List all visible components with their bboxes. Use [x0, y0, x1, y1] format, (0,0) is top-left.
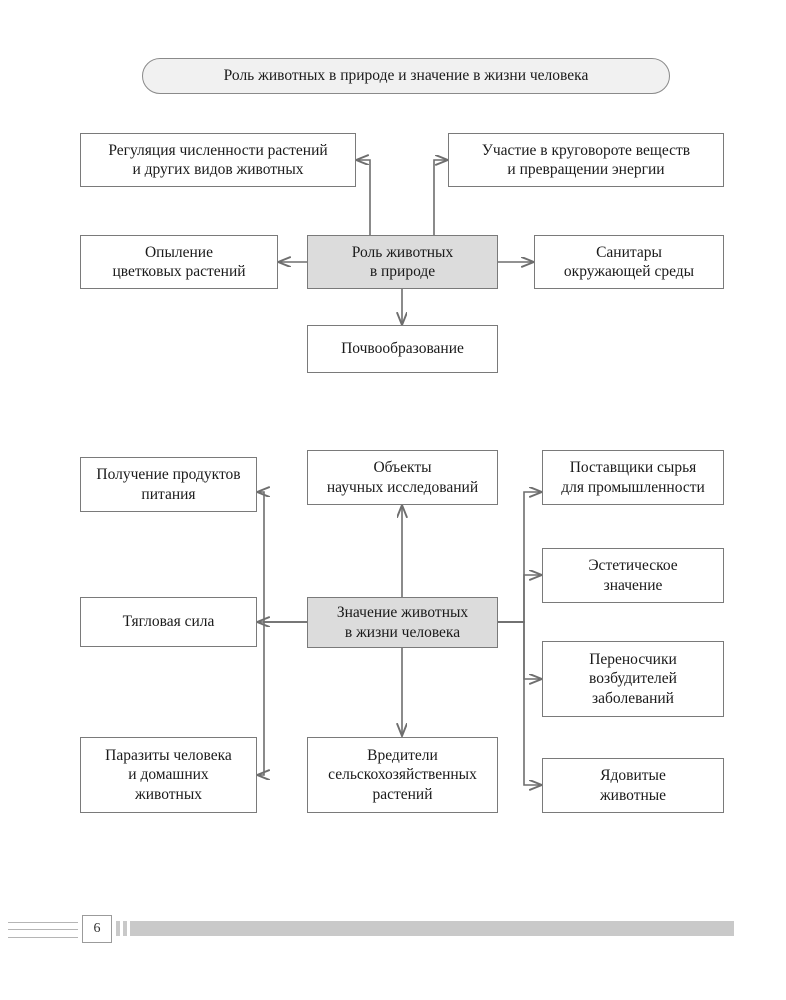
node-human-parasites: [80, 737, 257, 813]
node-significance-center: [307, 597, 498, 648]
node-human-parasites-line3: животных: [134, 785, 202, 803]
node-crop-pests: [307, 737, 498, 813]
node-disease-carriers-line1: Переносчики: [589, 650, 677, 668]
node-regulation-line1: Регуляция численности растений: [108, 141, 328, 159]
node-sanitation-line1: Санитары: [596, 243, 662, 261]
node-research-objects-line2: научных исследований: [326, 478, 479, 496]
footer-bar-tick: [127, 921, 130, 936]
node-aesthetic-value-line2: значение: [603, 576, 663, 594]
node-raw-materials: [542, 450, 724, 505]
node-food-products-line1: Получение продуктов: [96, 466, 241, 484]
center-top-line2: в природе: [369, 263, 436, 280]
diagram-title: [142, 58, 670, 94]
node-crop-pests-line1: Вредители: [367, 746, 438, 764]
node-raw-materials-line1: Поставщики сырья: [569, 459, 697, 477]
center-bottom-line1: Значение животных: [336, 604, 469, 622]
node-soil-formation-line1: Почвообразование: [341, 340, 464, 358]
node-regulation: [80, 133, 356, 187]
diagram-title-text: Роль животных в природе и значение в жизни человека: [223, 67, 589, 84]
page-number: [82, 915, 112, 943]
node-circulation-line1: Участие в круговороте веществ: [481, 141, 691, 159]
node-pollination: [80, 235, 278, 289]
footer-rule-left: [8, 922, 78, 938]
node-human-parasites-line1: Паразиты человека: [105, 746, 232, 764]
node-circulation-line2: и превращении энергии: [507, 161, 665, 178]
page-number-text: 6: [93, 921, 101, 936]
node-aesthetic-value: [542, 548, 724, 603]
node-circulation: [448, 133, 724, 187]
node-disease-carriers-line2: возбудителей: [589, 670, 677, 688]
node-aesthetic-value-line1: Эстетическое: [588, 557, 678, 575]
node-food-products: [80, 457, 257, 512]
page-footer: [0, 912, 786, 958]
node-food-products-line2: питания: [141, 485, 196, 503]
node-crop-pests-line3: растений: [372, 785, 433, 803]
node-research-objects-line1: Объекты: [373, 459, 432, 477]
node-raw-materials-line2: для промышленности: [561, 478, 705, 496]
node-draft-power-line1: Тягловая сила: [122, 613, 215, 631]
footer-bar-tick: [120, 921, 123, 936]
center-bottom-line2: в жизни человека: [344, 623, 461, 641]
node-regulation-line2: и других видов животных: [132, 161, 304, 178]
node-venomous-animals-line2: животные: [599, 786, 667, 804]
node-sanitation-line2: окружающей среды: [563, 263, 695, 280]
node-draft-power: [80, 597, 257, 647]
node-sanitation: [534, 235, 724, 289]
node-pollination-line1: Опыление: [144, 243, 213, 261]
center-top-line1: Роль животных: [351, 243, 454, 261]
node-crop-pests-line2: сельскохозяйственных: [328, 766, 477, 784]
node-human-parasites-line2: и домашних: [128, 766, 209, 784]
node-disease-carriers-line3: заболеваний: [592, 689, 674, 707]
node-role-in-nature-center: [307, 235, 498, 289]
node-soil-formation: [307, 325, 498, 373]
node-pollination-line2: цветковых растений: [112, 263, 246, 280]
footer-bar: [116, 921, 734, 936]
node-venomous-animals-line1: Ядовитые: [600, 767, 666, 785]
node-disease-carriers: [542, 641, 724, 717]
node-research-objects: [307, 450, 498, 505]
node-venomous-animals: [542, 758, 724, 813]
